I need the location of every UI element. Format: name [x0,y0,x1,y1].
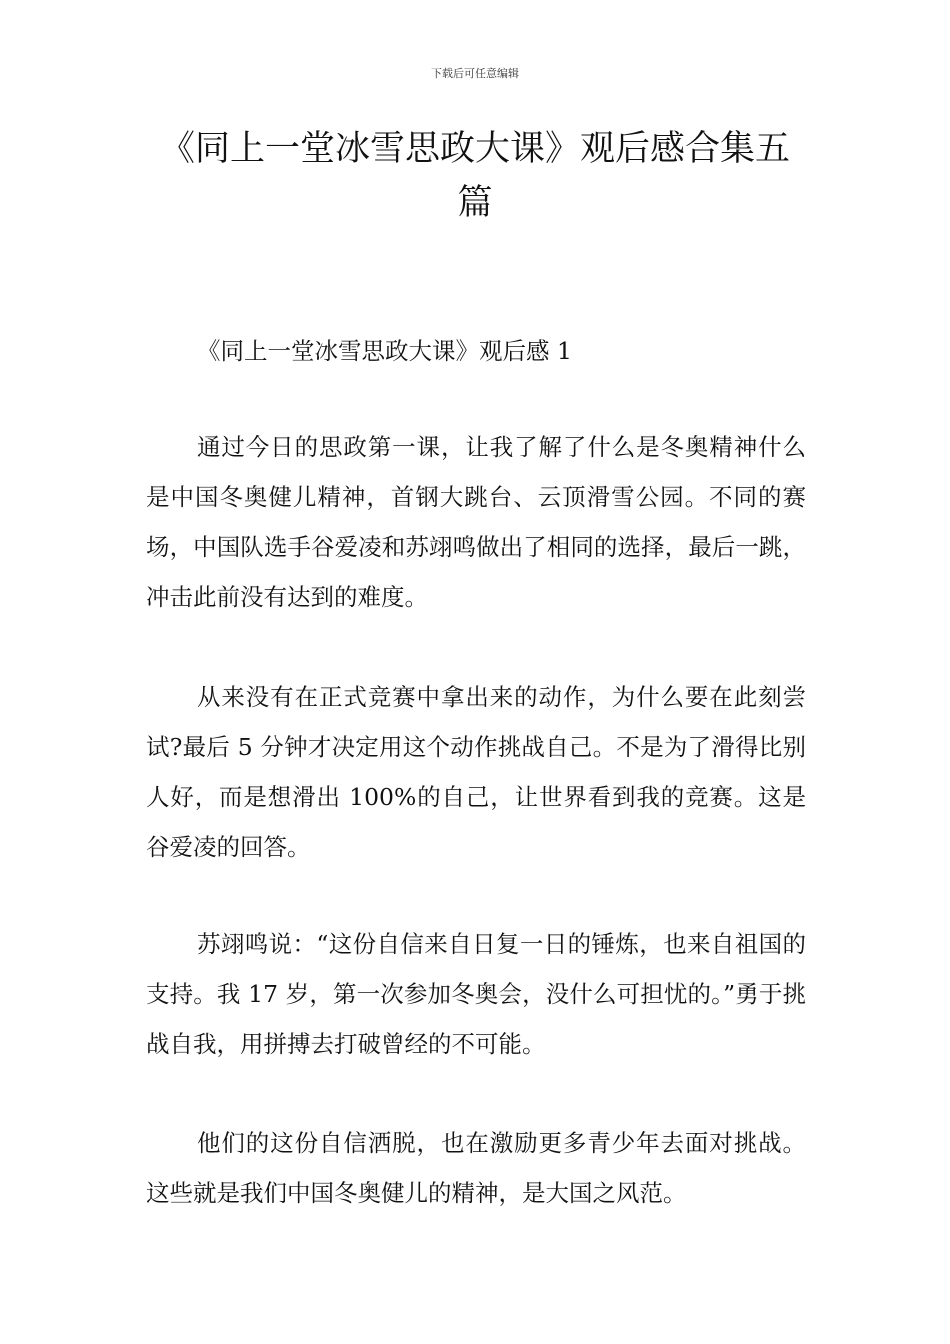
paragraph-1: 通过今日的思政第一课，让我了解了什么是冬奥精神什么是中国冬奥健儿精神，首钢大跳台、云顶滑雪公园。不同的赛场，中国队选手谷爱凌和苏翊鸣做出了相同的选择，最后一跳，冲击此前没有达到的难度。 [146,433,806,611]
paragraph-3: 苏翊鸣说：“这份自信来自日复一日的锤炼，也来自祖国的支持。我 17 岁，第一次参加冬奥会，没什么可担忧的。”勇于挑战自我，用拼搏去打破曾经的不可能。 [146,930,806,1058]
document-title: 《同上一堂冰雪思政大课》观后感合集五篇 [159,129,790,223]
header-note: 下载后可任意编辑 [431,67,519,80]
paragraph-4: 他们的这份自信洒脱，也在激励更多青少年去面对挑战。这些就是我们中国冬奥健儿的精神，是大国之风范。 [146,1129,806,1207]
section-title: 《同上一堂冰雪思政大课》观后感 1 [197,337,572,365]
paragraph-2: 从来没有在正式竞赛中拿出来的动作，为什么要在此刻尝试?最后 5 分钟才决定用这个动作挑战自己。不是为了滑得比别人好，而是想滑出 100%的自己，让世界看到我的竞赛。这是谷爱凌的回答。 [146,683,806,861]
